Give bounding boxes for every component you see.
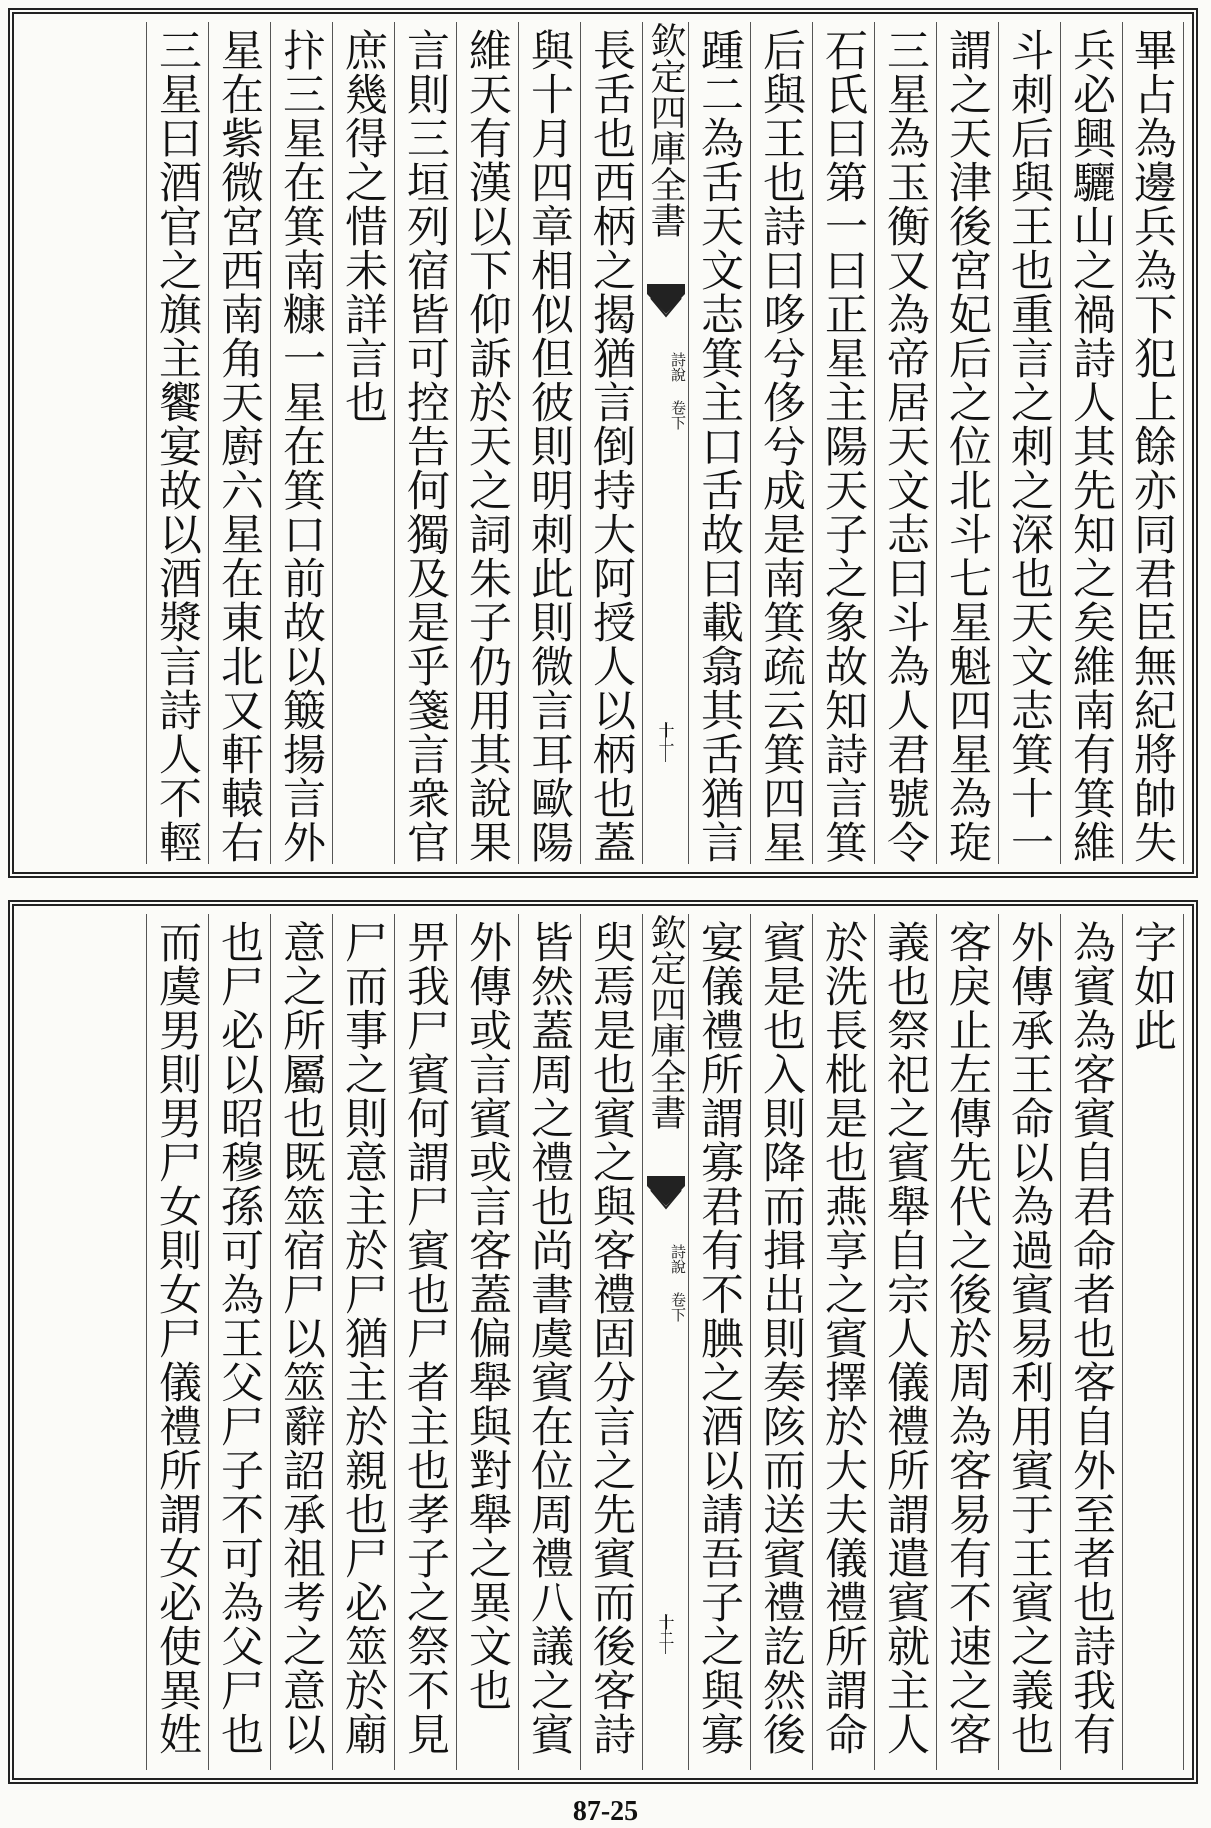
text-column: 畢占為邊兵為下犯上餘亦同君臣無紀將帥失 xyxy=(1122,22,1184,864)
text-column: 也尸必以昭穆孫可為王父尸子不可為父尸也 xyxy=(208,914,270,1770)
book-title: 欽定四庫全書 xyxy=(645,22,686,238)
chapter-label: 詩說 卷下 xyxy=(669,1244,687,1322)
top-page-columns xyxy=(22,22,1184,864)
text-column: 謂之天津後宮妃后之位北斗七星魁四星為琁 xyxy=(936,22,998,864)
text-column: 維天有漢以下仰訴於天之詞朱子仍用其說果 xyxy=(456,22,518,864)
text-column: 三星為玉衡又為帝居天文志曰斗為人君號令 xyxy=(874,22,936,864)
text-column: 字如此 xyxy=(1122,914,1184,1770)
text-column: 宴儀禮所謂寡君有不腆之酒以請吾子之與寡 xyxy=(688,914,750,1770)
text-column: 抃三星在箕南糠一星在箕口前故以簸揚言外 xyxy=(270,22,332,864)
text-column: 於洗長枇是也燕享之賓擇於大夫儀禮所謂命 xyxy=(812,914,874,1770)
text-column: 踵二為舌天文志箕主口舌故曰載翕其舌猶言 xyxy=(688,22,750,864)
fish-tail-mark-icon xyxy=(647,284,685,324)
bottom-page xyxy=(8,900,1198,1784)
text-column: 尸而事之則意主於尸猶主於親也尸必筮於廟 xyxy=(332,914,394,1770)
text-column: 言則三垣列宿皆可控告何獨及是乎箋言衆官 xyxy=(394,22,456,864)
page-number: 十二 xyxy=(656,1614,675,1646)
text-column: 皆然蓋周之禮也尚書虞賓在位周禮八議之賓 xyxy=(518,914,580,1770)
text-column: 賓是也入則降而揖出則奏陔而送賓禮訖然後 xyxy=(750,914,812,1770)
center-margin xyxy=(642,22,688,864)
text-column: 為賓為客賓自君命者也客自外至者也詩我有 xyxy=(1060,914,1122,1770)
page-number: 十一 xyxy=(656,722,675,754)
text-column: 義也祭祀之賓舉自宗人儀禮所謂遣賓就主人 xyxy=(874,914,936,1770)
bottom-page-columns xyxy=(22,914,1184,1770)
page-code: 87-25 xyxy=(572,1796,639,1827)
chapter-label: 詩說 卷下 xyxy=(669,352,687,430)
text-column: 外傳或言賓或言客蓋偏舉與對舉之異文也 xyxy=(456,914,518,1770)
text-column: 三星曰酒官之旗主饗宴故以酒漿言詩人不輕 xyxy=(146,22,208,864)
text-column: 意之所屬也既筮宿尸以筮辭詔承祖考之意以 xyxy=(270,914,332,1770)
fish-tail-mark-icon xyxy=(647,1176,685,1216)
book-title: 欽定四庫全書 xyxy=(645,914,686,1130)
text-column: 而虞男則男尸女則女尸儀禮所謂女必使異姓 xyxy=(146,914,208,1770)
text-column: 后與王也詩曰哆兮侈兮成是南箕疏云箕四星 xyxy=(750,22,812,864)
text-column: 客戾止左傳先代之後於周為客易有不速之客 xyxy=(936,914,998,1770)
text-column: 長舌也西柄之揭猶言倒持大阿授人以柄也蓋 xyxy=(580,22,642,864)
text-column: 庶幾得之惜未詳言也 xyxy=(332,22,394,864)
text-column: 斗刺后與王也重言之刺之深也天文志箕十一 xyxy=(998,22,1060,864)
text-column: 與十月四章相似但彼則明刺此則微言耳歐陽 xyxy=(518,22,580,864)
text-column: 石氏曰第一曰正星主陽天子之象故知詩言箕 xyxy=(812,22,874,864)
text-column: 外傳承王命以為過賓易利用賓于王賓之義也 xyxy=(998,914,1060,1770)
text-column: 星在紫微宮西南角天廚六星在東北又軒轅右 xyxy=(208,22,270,864)
center-margin xyxy=(642,914,688,1770)
top-page xyxy=(8,8,1198,878)
text-column: 臾焉是也賓之與客禮固分言之先賓而後客詩 xyxy=(580,914,642,1770)
text-column: 畀我尸賓何謂尸賓也尸者主也孝子之祭不見 xyxy=(394,914,456,1770)
text-column: 兵必興驪山之禍詩人其先知之矣維南有箕維 xyxy=(1060,22,1122,864)
